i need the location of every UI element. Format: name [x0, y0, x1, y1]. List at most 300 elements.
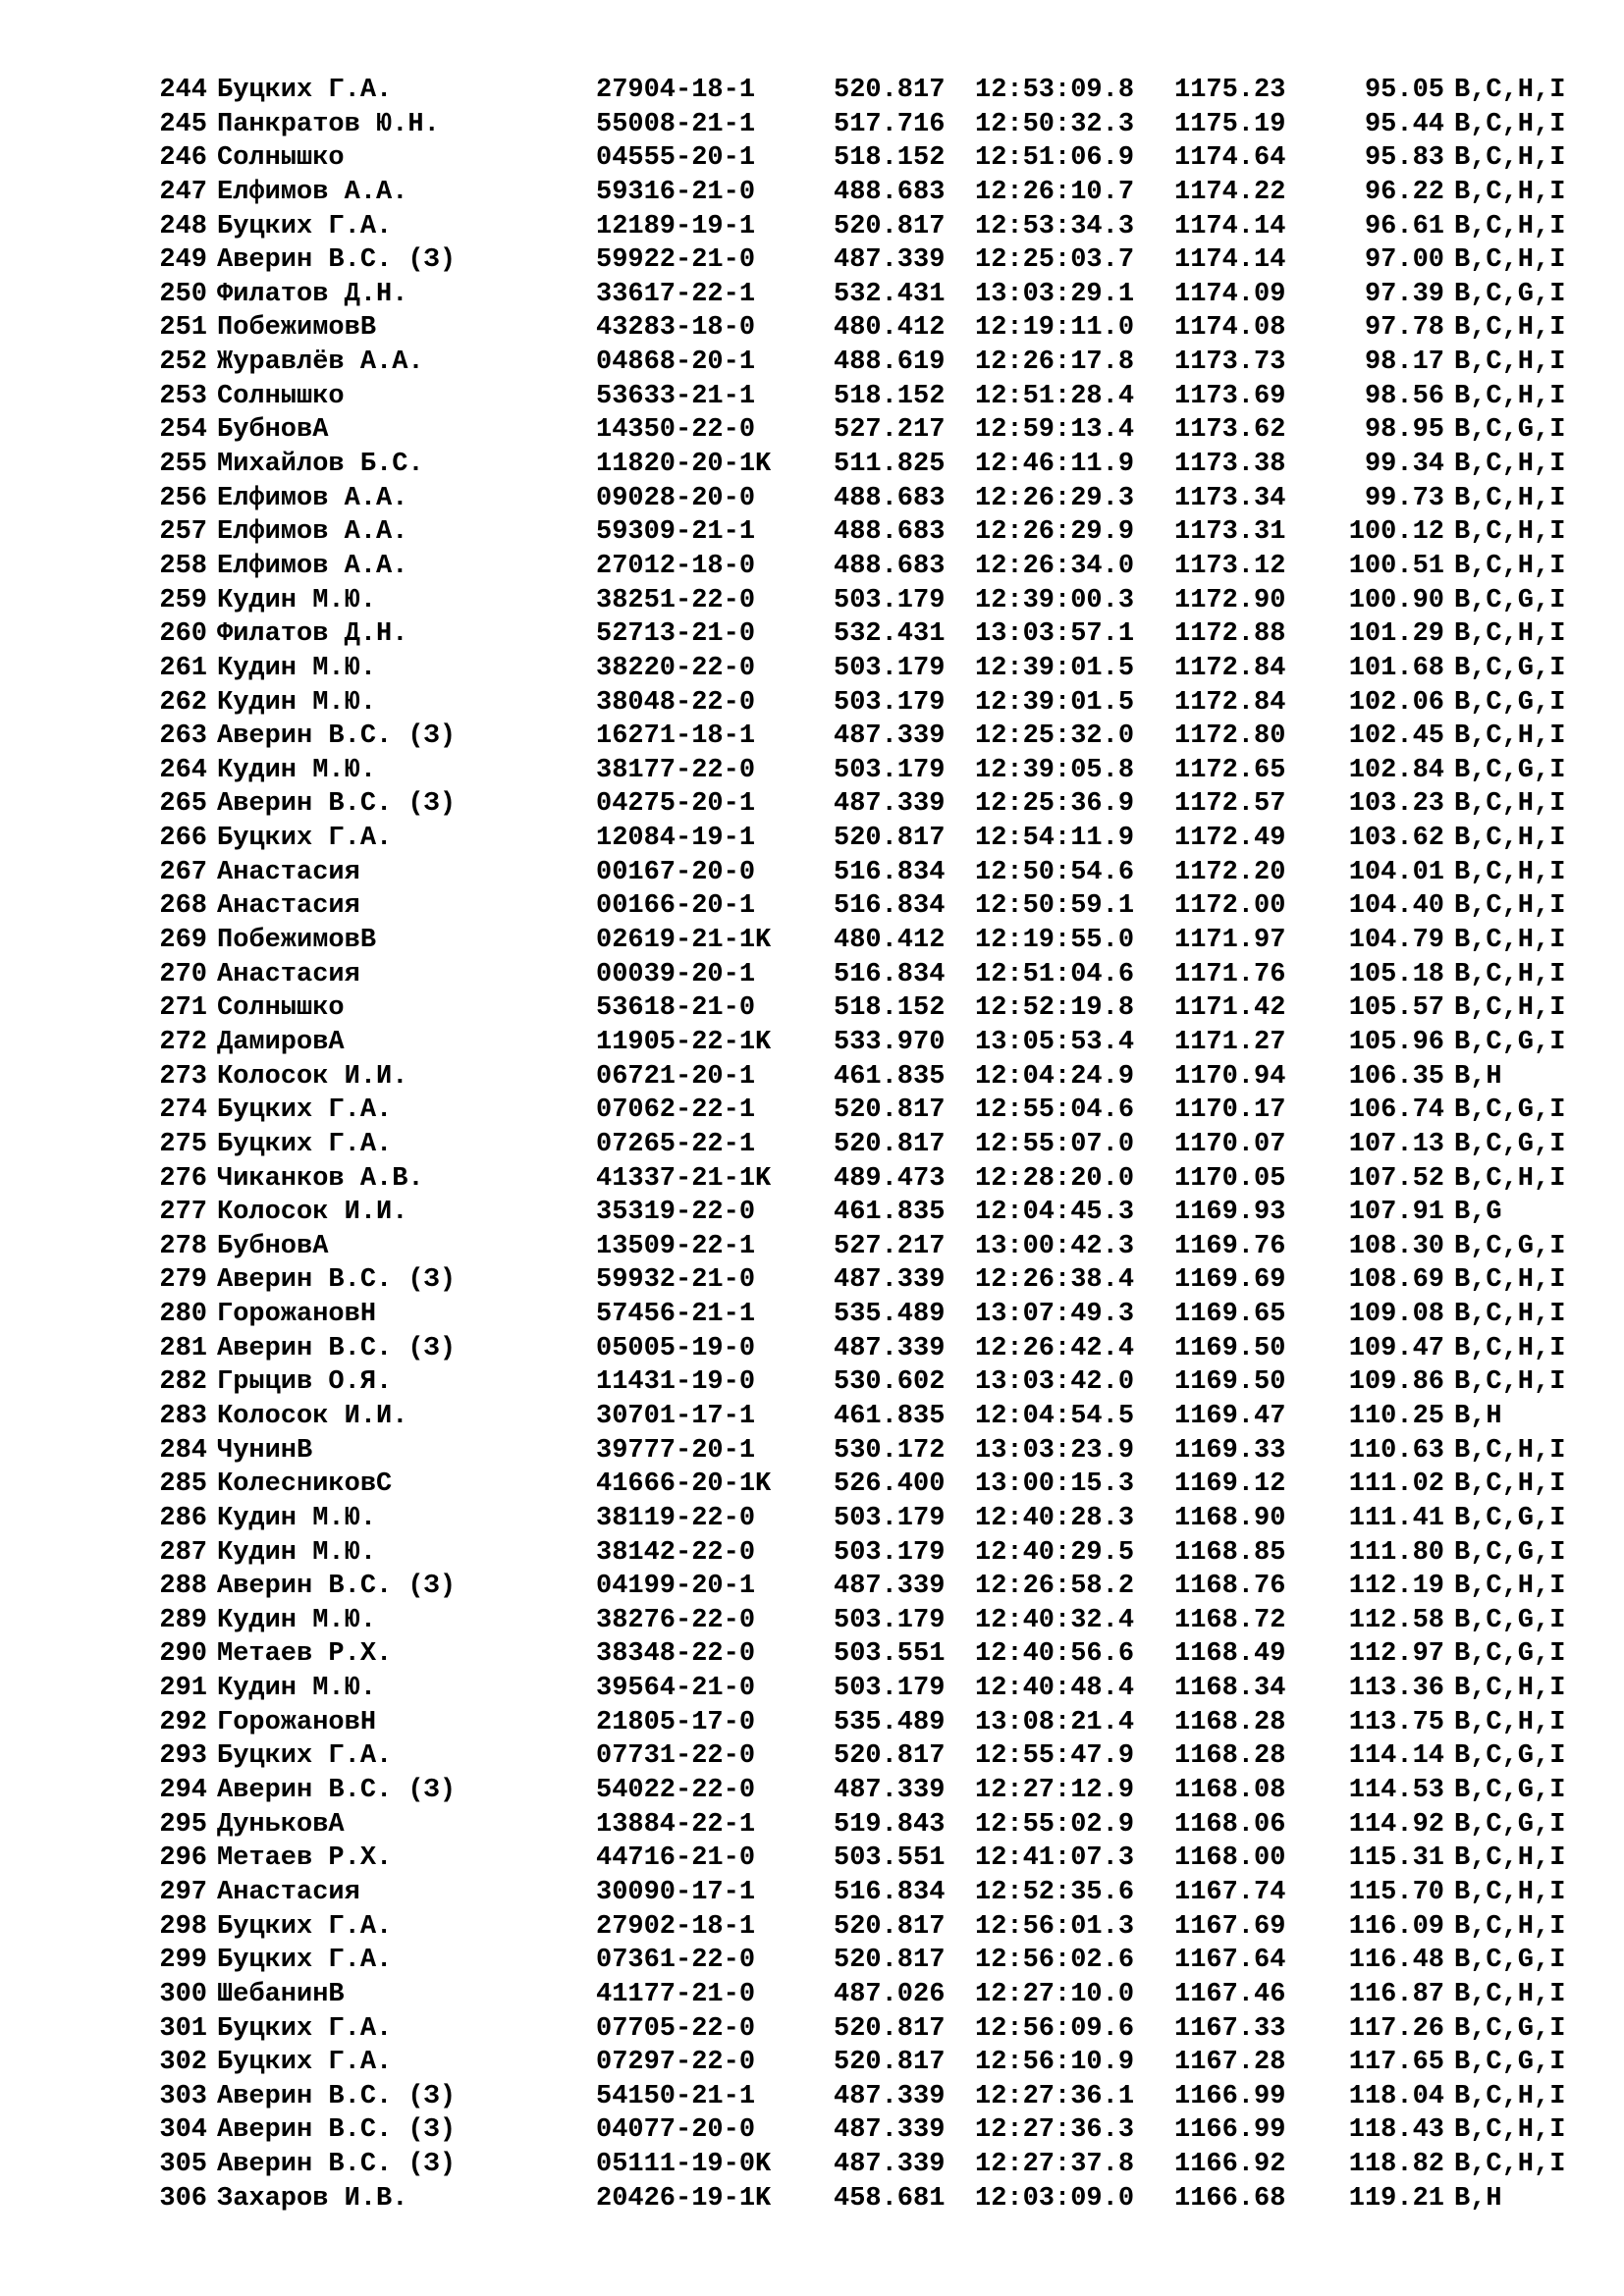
- table-row: [143, 1298, 1587, 1332]
- frequency-value: 516.834: [834, 891, 946, 922]
- table-row: [143, 482, 1587, 516]
- score-value: 1173.12: [1174, 551, 1286, 581]
- category-tags: B,C,G,I: [1454, 1231, 1566, 1261]
- distance-value: 96.22: [1364, 177, 1444, 207]
- category-tags: B,C,G,I: [1454, 1809, 1566, 1840]
- participant-name: Анастасия: [217, 1877, 360, 1907]
- rank-number: 262: [159, 687, 207, 718]
- category-tags: B,C,H,I: [1454, 2150, 1566, 2180]
- table-row: [143, 1842, 1587, 1876]
- category-tags: B,C,H,I: [1454, 1265, 1566, 1296]
- participant-name: Аверин В.С. (З): [217, 1572, 457, 1602]
- record-id: 05111-19-0K: [596, 2150, 772, 2180]
- time-value: 12:55:47.9: [975, 1741, 1135, 1772]
- rank-number: 304: [159, 2115, 207, 2146]
- frequency-value: 488.683: [834, 483, 946, 513]
- time-value: 12:26:10.7: [975, 177, 1135, 207]
- frequency-value: 520.817: [834, 824, 946, 854]
- table-row: [143, 278, 1587, 312]
- category-tags: B,C,H,I: [1454, 1163, 1566, 1194]
- score-value: 1172.84: [1174, 687, 1286, 718]
- time-value: 12:59:13.4: [975, 415, 1135, 446]
- score-value: 1174.08: [1174, 313, 1286, 344]
- distance-value: 113.36: [1348, 1674, 1444, 1704]
- frequency-value: 503.551: [834, 1843, 946, 1874]
- time-value: 12:19:55.0: [975, 926, 1135, 956]
- time-value: 12:27:12.9: [975, 1776, 1135, 1806]
- record-id: 27902-18-1: [596, 1911, 756, 1942]
- score-value: 1168.06: [1174, 1809, 1286, 1840]
- record-id: 12189-19-1: [596, 211, 756, 241]
- distance-value: 116.87: [1348, 1979, 1444, 2009]
- score-value: 1170.05: [1174, 1163, 1286, 1194]
- frequency-value: 520.817: [834, 1911, 946, 1942]
- time-value: 12:19:11.0: [975, 313, 1135, 344]
- category-tags: B,C,G,I: [1454, 1605, 1566, 1635]
- distance-value: 101.68: [1348, 653, 1444, 683]
- record-id: 11905-22-1K: [596, 1027, 772, 1057]
- rank-number: 273: [159, 1061, 207, 1092]
- score-value: 1172.65: [1174, 755, 1286, 785]
- record-id: 30090-17-1: [596, 1877, 756, 1907]
- participant-name: КолесниковС: [217, 1469, 393, 1500]
- participant-name: Буцких Г.А.: [217, 824, 393, 854]
- participant-name: Елфимов А.А.: [217, 483, 408, 513]
- frequency-value: 480.412: [834, 926, 946, 956]
- frequency-value: 530.172: [834, 1435, 946, 1466]
- time-value: 12:46:11.9: [975, 450, 1135, 480]
- time-value: 12:26:17.8: [975, 347, 1135, 378]
- score-value: 1168.76: [1174, 1572, 1286, 1602]
- time-value: 12:53:09.8: [975, 76, 1135, 105]
- frequency-value: 520.817: [834, 76, 946, 105]
- rank-number: 270: [159, 959, 207, 989]
- table-row: [143, 346, 1587, 380]
- frequency-value: 487.339: [834, 721, 946, 752]
- category-tags: B,C,H,I: [1454, 211, 1566, 241]
- category-tags: B,C,H,I: [1454, 926, 1566, 956]
- record-id: 09028-20-0: [596, 483, 756, 513]
- participant-name: Кудин М.Ю.: [217, 653, 377, 683]
- participant-name: Буцких Г.А.: [217, 1095, 393, 1126]
- participant-name: Аверин В.С. (З): [217, 721, 457, 752]
- rank-number: 286: [159, 1503, 207, 1533]
- time-value: 12:51:06.9: [975, 143, 1135, 174]
- rank-number: 283: [159, 1401, 207, 1431]
- participant-name: Кудин М.Ю.: [217, 1537, 377, 1568]
- frequency-value: 503.179: [834, 755, 946, 785]
- distance-value: 101.29: [1348, 619, 1444, 650]
- rank-number: 288: [159, 1572, 207, 1602]
- participant-name: Кудин М.Ю.: [217, 585, 377, 615]
- table-row: [143, 787, 1587, 822]
- distance-value: 117.65: [1348, 2048, 1444, 2078]
- rank-number: 248: [159, 211, 207, 241]
- distance-value: 102.06: [1348, 687, 1444, 718]
- frequency-value: 532.431: [834, 279, 946, 309]
- table-row: [143, 2148, 1587, 2182]
- frequency-value: 516.834: [834, 959, 946, 989]
- participant-name: Кудин М.Ю.: [217, 1605, 377, 1635]
- table-row: [143, 1060, 1587, 1095]
- score-value: 1168.28: [1174, 1741, 1286, 1772]
- distance-value: 109.86: [1348, 1367, 1444, 1398]
- table-row: [143, 1026, 1587, 1060]
- record-id: 54150-21-1: [596, 2081, 756, 2111]
- category-tags: B,C,H,I: [1454, 1572, 1566, 1602]
- distance-value: 95.44: [1364, 109, 1444, 139]
- distance-value: 99.73: [1364, 483, 1444, 513]
- frequency-value: 520.817: [834, 1741, 946, 1772]
- table-row: [143, 2012, 1587, 2047]
- time-value: 12:25:32.0: [975, 721, 1135, 752]
- score-value: 1173.69: [1174, 381, 1286, 411]
- participant-name: Елфимов А.А.: [217, 517, 408, 548]
- time-value: 12:25:36.9: [975, 789, 1135, 820]
- frequency-value: 530.602: [834, 1367, 946, 1398]
- time-value: 12:56:09.6: [975, 2013, 1135, 2044]
- participant-name: Солнышко: [217, 143, 345, 174]
- score-value: 1173.73: [1174, 347, 1286, 378]
- score-value: 1170.17: [1174, 1095, 1286, 1126]
- time-value: 12:56:10.9: [975, 2048, 1135, 2078]
- rank-number: 305: [159, 2150, 207, 2180]
- score-value: 1174.14: [1174, 211, 1286, 241]
- time-value: 12:26:34.0: [975, 551, 1135, 581]
- time-value: 12:04:45.3: [975, 1198, 1135, 1228]
- category-tags: B,C,H,I: [1454, 1300, 1566, 1330]
- record-id: 07062-22-1: [596, 1095, 756, 1126]
- participant-name: Кудин М.Ю.: [217, 1503, 377, 1533]
- record-id: 38142-22-0: [596, 1537, 756, 1568]
- frequency-value: 520.817: [834, 2013, 946, 2044]
- participant-name: Аверин В.С. (З): [217, 2115, 457, 2146]
- distance-value: 106.35: [1348, 1061, 1444, 1092]
- rank-number: 301: [159, 2013, 207, 2044]
- distance-value: 107.52: [1348, 1163, 1444, 1194]
- category-tags: B,C,H,I: [1454, 721, 1566, 752]
- category-tags: B,C,H,I: [1454, 1877, 1566, 1907]
- category-tags: B,C,G,I: [1454, 1776, 1566, 1806]
- table-row: [143, 652, 1587, 686]
- frequency-value: 503.179: [834, 653, 946, 683]
- score-value: 1166.99: [1174, 2115, 1286, 2146]
- record-id: 38119-22-0: [596, 1503, 756, 1533]
- table-row: [143, 1944, 1587, 1978]
- frequency-value: 488.683: [834, 551, 946, 581]
- record-id: 33617-22-1: [596, 279, 756, 309]
- frequency-value: 511.825: [834, 450, 946, 480]
- table-row: [143, 1468, 1587, 1502]
- record-id: 35319-22-0: [596, 1198, 756, 1228]
- frequency-value: 487.339: [834, 1776, 946, 1806]
- table-row: [143, 958, 1587, 992]
- participant-name: Анастасия: [217, 857, 360, 887]
- distance-value: 117.26: [1348, 2013, 1444, 2044]
- table-row: [143, 720, 1587, 754]
- rank-number: 251: [159, 313, 207, 344]
- rank-number: 258: [159, 551, 207, 581]
- record-id: 00167-20-0: [596, 857, 756, 887]
- time-value: 12:52:35.6: [975, 1877, 1135, 1907]
- frequency-value: 487.339: [834, 1333, 946, 1363]
- score-value: 1174.09: [1174, 279, 1286, 309]
- frequency-value: 533.970: [834, 1027, 946, 1057]
- distance-value: 97.00: [1364, 245, 1444, 276]
- distance-value: 114.53: [1348, 1776, 1444, 1806]
- category-tags: B,C,H,I: [1454, 177, 1566, 207]
- table-row: [143, 686, 1587, 721]
- record-id: 38276-22-0: [596, 1605, 756, 1635]
- rank-number: 245: [159, 109, 207, 139]
- table-row: [143, 1910, 1587, 1945]
- record-id: 39564-21-0: [596, 1674, 756, 1704]
- record-id: 04868-20-1: [596, 347, 756, 378]
- distance-value: 106.74: [1348, 1095, 1444, 1126]
- distance-value: 95.05: [1364, 76, 1444, 105]
- distance-value: 102.45: [1348, 721, 1444, 752]
- time-value: 12:04:54.5: [975, 1401, 1135, 1431]
- table-row: [143, 210, 1587, 244]
- rank-number: 269: [159, 926, 207, 956]
- rank-number: 287: [159, 1537, 207, 1568]
- rank-number: 257: [159, 517, 207, 548]
- time-value: 12:39:01.5: [975, 653, 1135, 683]
- record-id: 59922-21-0: [596, 245, 756, 276]
- category-tags: B,C,H,I: [1454, 143, 1566, 174]
- participant-name: Аверин В.С. (З): [217, 2150, 457, 2180]
- frequency-value: 503.179: [834, 687, 946, 718]
- score-value: 1173.38: [1174, 450, 1286, 480]
- time-value: 12:55:07.0: [975, 1129, 1135, 1159]
- category-tags: B,C,H,I: [1454, 824, 1566, 854]
- time-value: 12:40:28.3: [975, 1503, 1135, 1533]
- time-value: 13:03:23.9: [975, 1435, 1135, 1466]
- score-value: 1169.33: [1174, 1435, 1286, 1466]
- frequency-value: 461.835: [834, 1198, 946, 1228]
- table-row: [143, 1230, 1587, 1264]
- rank-number: 259: [159, 585, 207, 615]
- rank-number: 278: [159, 1231, 207, 1261]
- time-value: 12:53:34.3: [975, 211, 1135, 241]
- rank-number: 293: [159, 1741, 207, 1772]
- table-row: [143, 1604, 1587, 1638]
- time-value: 13:08:21.4: [975, 1707, 1135, 1737]
- category-tags: B,C,H,I: [1454, 347, 1566, 378]
- frequency-value: 520.817: [834, 1129, 946, 1159]
- score-value: 1166.99: [1174, 2081, 1286, 2111]
- category-tags: B,C,G,I: [1454, 279, 1566, 309]
- distance-value: 111.41: [1348, 1503, 1444, 1533]
- distance-value: 116.48: [1348, 1946, 1444, 1976]
- score-value: 1169.50: [1174, 1367, 1286, 1398]
- table-row: [143, 754, 1587, 788]
- category-tags: B,C,G,I: [1454, 1095, 1566, 1126]
- participant-name: Панкратов Ю.Н.: [217, 109, 440, 139]
- rank-number: 274: [159, 1095, 207, 1126]
- score-value: 1173.62: [1174, 415, 1286, 446]
- distance-value: 119.21: [1348, 2183, 1444, 2214]
- table-row: [143, 550, 1587, 584]
- frequency-value: 535.489: [834, 1707, 946, 1737]
- distance-value: 115.31: [1348, 1843, 1444, 1874]
- rank-number: 279: [159, 1265, 207, 1296]
- record-id: 41177-21-0: [596, 1979, 756, 2009]
- rank-number: 282: [159, 1367, 207, 1398]
- record-id: 43283-18-0: [596, 313, 756, 344]
- category-tags: B,C,H,I: [1454, 1367, 1566, 1398]
- distance-value: 112.19: [1348, 1572, 1444, 1602]
- time-value: 12:50:59.1: [975, 891, 1135, 922]
- frequency-value: 487.339: [834, 2150, 946, 2180]
- category-tags: B,C,G,I: [1454, 1129, 1566, 1159]
- rank-number: 255: [159, 450, 207, 480]
- category-tags: B,C,H,I: [1454, 1333, 1566, 1363]
- time-value: 12:04:24.9: [975, 1061, 1135, 1092]
- rank-number: 280: [159, 1300, 207, 1330]
- distance-value: 96.61: [1364, 211, 1444, 241]
- time-value: 12:40:56.6: [975, 1639, 1135, 1670]
- score-value: 1172.88: [1174, 619, 1286, 650]
- frequency-value: 517.716: [834, 109, 946, 139]
- frequency-value: 487.339: [834, 2081, 946, 2111]
- participant-name: ШебанинВ: [217, 1979, 345, 2009]
- record-id: 04275-20-1: [596, 789, 756, 820]
- score-value: 1169.47: [1174, 1401, 1286, 1431]
- category-tags: B,C,G,I: [1454, 653, 1566, 683]
- table-row: [143, 413, 1587, 448]
- participant-name: Колосок И.И.: [217, 1061, 408, 1092]
- distance-value: 113.75: [1348, 1707, 1444, 1737]
- participant-name: Анастасия: [217, 959, 360, 989]
- category-tags: B,G: [1454, 1198, 1502, 1228]
- score-value: 1166.92: [1174, 2150, 1286, 2180]
- distance-value: 105.18: [1348, 959, 1444, 989]
- score-value: 1170.94: [1174, 1061, 1286, 1092]
- time-value: 13:07:49.3: [975, 1300, 1135, 1330]
- score-value: 1167.69: [1174, 1911, 1286, 1942]
- participant-name: Михайлов Б.С.: [217, 450, 424, 480]
- table-row: [143, 1739, 1587, 1774]
- score-value: 1172.57: [1174, 789, 1286, 820]
- participant-name: Буцких Г.А.: [217, 2013, 393, 2044]
- rank-number: 298: [159, 1911, 207, 1942]
- table-row: [143, 2080, 1587, 2114]
- rank-number: 281: [159, 1333, 207, 1363]
- frequency-value: 503.179: [834, 1674, 946, 1704]
- score-value: 1169.12: [1174, 1469, 1286, 1500]
- table-row: [143, 74, 1587, 108]
- time-value: 13:00:15.3: [975, 1469, 1135, 1500]
- distance-value: 109.47: [1348, 1333, 1444, 1363]
- record-id: 04077-20-0: [596, 2115, 756, 2146]
- frequency-value: 520.817: [834, 2048, 946, 2078]
- rank-number: 292: [159, 1707, 207, 1737]
- rank-number: 289: [159, 1605, 207, 1635]
- table-row: [143, 1128, 1587, 1162]
- score-value: 1172.80: [1174, 721, 1286, 752]
- table-row: [143, 1570, 1587, 1604]
- rank-number: 300: [159, 1979, 207, 2009]
- participant-name: Аверин В.С. (З): [217, 1265, 457, 1296]
- time-value: 12:52:19.8: [975, 993, 1135, 1024]
- time-value: 12:50:54.6: [975, 857, 1135, 887]
- rank-number: 299: [159, 1946, 207, 1976]
- rank-number: 266: [159, 824, 207, 854]
- distance-value: 104.79: [1348, 926, 1444, 956]
- distance-value: 103.62: [1348, 824, 1444, 854]
- table-row: [143, 1536, 1587, 1571]
- category-tags: B,C,H,I: [1454, 245, 1566, 276]
- category-tags: B,C,H,I: [1454, 857, 1566, 887]
- frequency-value: 488.683: [834, 517, 946, 548]
- record-id: 12084-19-1: [596, 824, 756, 854]
- score-value: 1174.14: [1174, 245, 1286, 276]
- score-value: 1168.00: [1174, 1843, 1286, 1874]
- rank-number: 272: [159, 1027, 207, 1057]
- rank-number: 302: [159, 2048, 207, 2078]
- table-row: [143, 822, 1587, 856]
- participant-name: Аверин В.С. (З): [217, 789, 457, 820]
- score-value: 1169.76: [1174, 1231, 1286, 1261]
- table-row: [143, 141, 1587, 176]
- frequency-value: 503.179: [834, 585, 946, 615]
- participant-name: Буцких Г.А.: [217, 2048, 393, 2078]
- participant-name: Анастасия: [217, 891, 360, 922]
- participant-name: Колосок И.И.: [217, 1198, 408, 1228]
- record-id: 07297-22-0: [596, 2048, 756, 2078]
- participant-name: Филатов Д.Н.: [217, 619, 408, 650]
- record-id: 41666-20-1K: [596, 1469, 772, 1500]
- record-id: 41337-21-1K: [596, 1163, 772, 1194]
- record-id: 00039-20-1: [596, 959, 756, 989]
- record-id: 38220-22-0: [596, 653, 756, 683]
- distance-value: 98.17: [1364, 347, 1444, 378]
- distance-value: 107.13: [1348, 1129, 1444, 1159]
- participant-name: Буцких Г.А.: [217, 1741, 393, 1772]
- record-id: 07361-22-0: [596, 1946, 756, 1976]
- record-id: 05005-19-0: [596, 1333, 756, 1363]
- category-tags: B,C,H,I: [1454, 381, 1566, 411]
- category-tags: B,C,G,I: [1454, 1741, 1566, 1772]
- score-value: 1175.23: [1174, 76, 1286, 105]
- participant-name: Аверин В.С. (З): [217, 1333, 457, 1363]
- score-value: 1167.64: [1174, 1946, 1286, 1976]
- frequency-value: 489.473: [834, 1163, 946, 1194]
- record-id: 13509-22-1: [596, 1231, 756, 1261]
- time-value: 12:39:00.3: [975, 585, 1135, 615]
- rank-number: 250: [159, 279, 207, 309]
- rank-number: 267: [159, 857, 207, 887]
- category-tags: B,C,H,I: [1454, 1469, 1566, 1500]
- rank-number: 277: [159, 1198, 207, 1228]
- time-value: 12:54:11.9: [975, 824, 1135, 854]
- frequency-value: 527.217: [834, 1231, 946, 1261]
- rank-number: 265: [159, 789, 207, 820]
- score-value: 1168.28: [1174, 1707, 1286, 1737]
- distance-value: 118.04: [1348, 2081, 1444, 2111]
- table-row: [143, 380, 1587, 414]
- category-tags: B,C,G,I: [1454, 1639, 1566, 1670]
- record-id: 06721-20-1: [596, 1061, 756, 1092]
- frequency-value: 518.152: [834, 381, 946, 411]
- record-id: 39777-20-1: [596, 1435, 756, 1466]
- participant-name: Метаев Р.Х.: [217, 1639, 393, 1670]
- participant-name: Елфимов А.А.: [217, 177, 408, 207]
- distance-value: 97.78: [1364, 313, 1444, 344]
- participant-name: Колосок И.И.: [217, 1401, 408, 1431]
- frequency-value: 526.400: [834, 1469, 946, 1500]
